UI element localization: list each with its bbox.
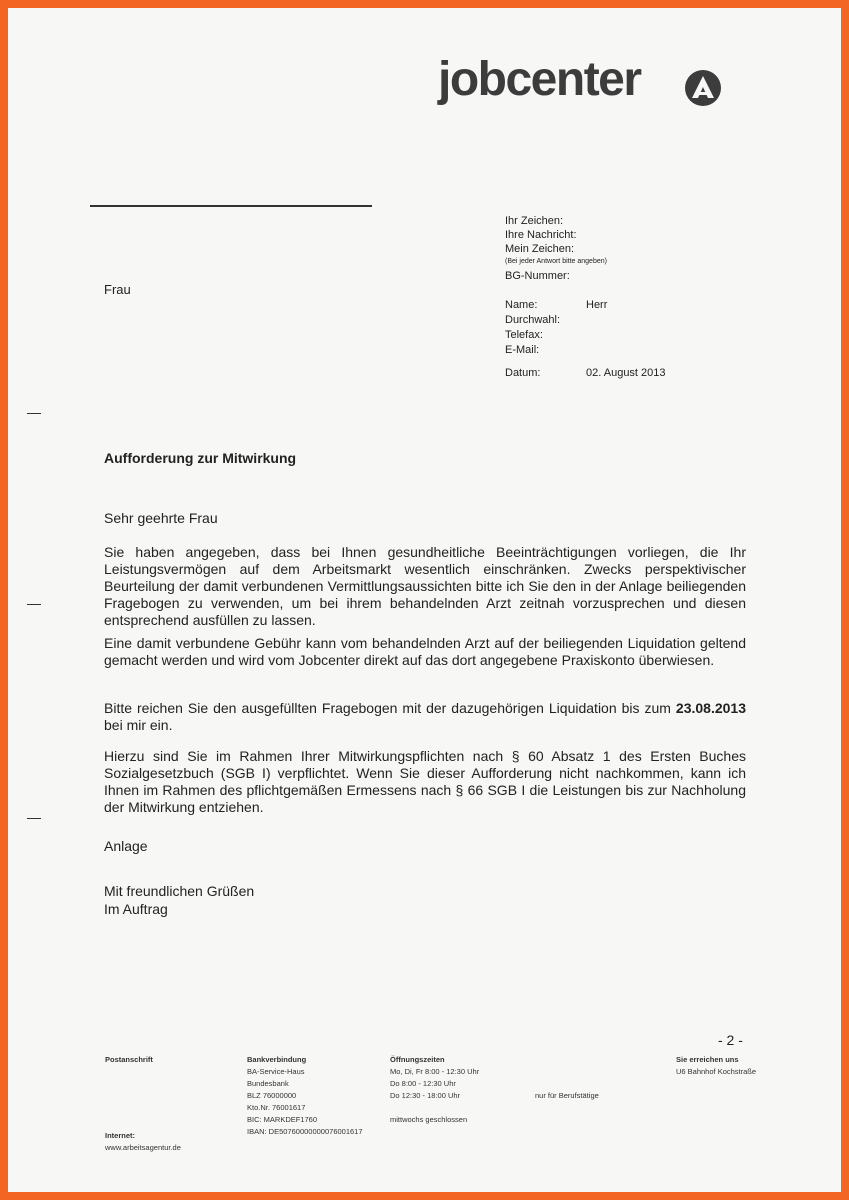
footer-hours-line: Mo, Di, Fr 8:00 - 12:30 Uhr [390,1067,480,1076]
footer-bank-line: IBAN: DE50760000000076001617 [247,1127,363,1136]
contact-datum-value: 02. August 2013 [586,367,666,379]
recipient-salutation: Frau [104,282,131,297]
letter-anlage: Anlage [104,838,148,854]
footer-hours-label: Öffnungszeiten [390,1055,445,1064]
letter-subject: Aufforderung zur Mitwirkung [104,450,297,466]
letter-paragraph-3: Hierzu sind Sie im Rahmen Ihrer Mitwirkungspflichten nach § 60 Absatz 1 des Ersten Buches Sozialgesetzbuch (SGB I) verpflichtet. Wenn Sie dieser Aufforderung nicht nachkommen, kann ich Ihnen im Rahmen des pflichtgemäßen Ermessens nach § 66 SGB I die Leistungen bis zur Nachholung der Mitwirkung entziehen. [104,748,746,815]
contact-name-label: Name: [505,299,538,311]
footer-hours-note: nur für Berufstätige [535,1091,599,1100]
jobcenter-logo-text: jobcenter [438,53,641,106]
footer-bank-line: Kto.Nr. 76001617 [247,1103,306,1112]
contact-durchwahl-label: Durchwahl: [505,314,561,326]
deadline-date: 23.08.2013 [675,700,746,716]
footer-bank [247,1054,363,1138]
jobcenter-a-logo-icon [685,70,721,106]
footer-postanschrift-label: Postanschrift [105,1055,153,1064]
footer-internet-label: Internet: [105,1131,135,1140]
letter-paragraph-1: Sie haben angegeben, dass bei Ihnen gesundheitliche Beeinträchtigungen vorliegen, die Ihr Leistungsvermögen auf dem Arbeitsmarkt wesentlich einschränken. Zwecks perspektivischer Beurteilung der damit verbundenen Vermittlungsaussichten bitte ich Sie den in der Anlage beiliegenden Fragebogen zu verwenden, um bei ihrem behandelnden Arzt zeitnah vorzusprechen und diesen entsprechend ausfüllen zu lassen. [104,544,746,628]
letter-closing-2: Im Auftrag [104,901,168,917]
paragraph-2-end: bei mir ein. [104,717,173,733]
paragraph-2-start: Bitte reichen Sie den ausgefüllten Fragebogen mit der dazugehörigen Liquidation bis zum [104,700,671,716]
punch-mark [27,604,41,605]
contact-email-label: E-Mail: [505,344,540,356]
contact-name-value: Herr [586,299,608,311]
footer-hours [390,1054,479,1126]
letter-closing-1: Mit freundlichen Grüßen [104,883,255,899]
letter-greeting: Sehr geehrte Frau [104,510,218,526]
footer-reach-value: U6 Bahnhof Kochstraße [676,1067,757,1076]
letter-paragraph-1b: Eine damit verbundene Gebühr kann vom behandelnden Arzt auf der beiliegenden Liquidation geltend gemacht werden und wird vom Jobcenter direkt auf das dort angegebene Praxiskonto überwiesen. [104,635,746,668]
footer-reach [676,1054,756,1078]
ref-ihr-zeichen: Ihr Zeichen: [505,215,564,227]
footer-hours-line: Do 12:30 - 18:00 Uhr [390,1091,461,1100]
footer-bank-line: Bundesbank [247,1079,289,1088]
footer-hours-line [390,1102,479,1114]
page-number: - 2 - [718,1032,743,1048]
footer-internet-link[interactable]: www.arbeitsagentur.de [105,1143,181,1152]
footer-hours-line: Do 8:00 - 12:30 Uhr [390,1079,456,1088]
fold-mark-top [27,413,41,414]
address-window-rule [90,205,372,207]
footer-reach-label: Sie erreichen uns [676,1055,739,1064]
ref-bg-nummer: BG-Nummer: [505,270,570,282]
fold-mark-bottom [27,818,41,819]
footer-bank-line: BA-Service-Haus [247,1067,305,1076]
footer-bank-line: BLZ 76000000 [247,1091,297,1100]
footer-internet [105,1130,181,1154]
ref-mein-zeichen: Mein Zeichen: [505,243,575,255]
ref-ihre-nachricht: Ihre Nachricht: [505,229,577,241]
ref-hint: (Bei jeder Antwort bitte angeben) [505,258,607,265]
letter-paragraph-2 [104,700,746,734]
footer-bank-line: BIC: MARKDEF1760 [247,1115,318,1124]
footer-bank-label: Bankverbindung [247,1055,307,1064]
contact-telefax-label: Telefax: [505,329,543,341]
footer-hours-line: mittwochs geschlossen [390,1115,468,1124]
contact-datum-label: Datum: [505,367,541,379]
